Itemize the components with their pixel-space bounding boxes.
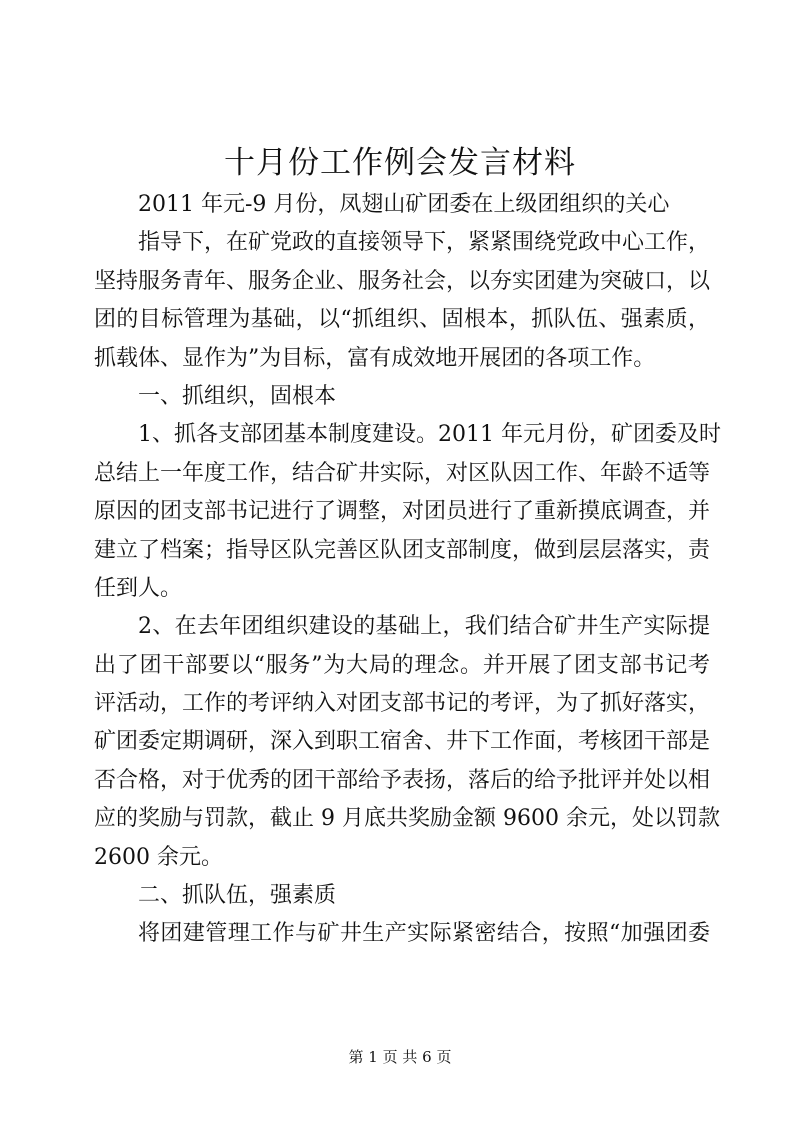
paragraph-line: 总结上一年度工作，结合矿井实际，对区队因工作、年龄不适等 [94,460,711,486]
paragraph-line: 任到人。 [94,575,183,601]
paragraph-line: 出了团干部要以“服务”为大局的理念。并开展了团支部书记考 [94,652,710,678]
paragraph-line: 指导下，在矿党政的直接领导下，紧紧围绕党政中心工作， [138,230,711,256]
section-heading: 一、抓组织，固根本 [138,383,337,409]
paragraph-line: 2011 年元-9 月份，凤翅山矿团委在上级团组织的关心 [138,192,670,217]
paragraph-line: 2600 余元。 [94,844,223,870]
document-title: 十月份工作例会发言材料 [224,145,576,181]
paragraph-line: 建立了档案；指导区队完善区队团支部制度，做到层层落实，责 [94,537,711,563]
paragraph-line: 2、在去年团组织建设的基础上，我们结合矿井生产实际提 [138,614,710,640]
paragraph-line: 1、抓各支部团基本制度建设。2011 年元月份，矿团委及时 [138,422,721,448]
paragraph-line: 否合格，对于优秀的团干部给予表扬，落后的给予批评并处以相 [94,767,711,793]
paragraph-line: 坚持服务青年、服务企业、服务社会，以夯实团建为突破口，以 [94,268,711,294]
paragraph-line: 矿团委定期调研，深入到职工宿舍、井下工作面，考核团干部是 [94,729,711,755]
section-heading: 二、抓队伍，强素质 [138,883,337,909]
paragraph-line: 应的奖励与罚款，截止 9 月底共奖励金额 9600 余元，处以罚款 [94,806,720,832]
page-footer: 第 1 页 共 6 页 [348,1048,452,1066]
paragraph-line: 原因的团支部书记进行了调整，对团员进行了重新摸底调查，并 [94,499,711,525]
paragraph-line: 团的目标管理为基础，以“抓组织、固根本，抓队伍、强素质， [94,307,710,333]
document-body [94,186,721,954]
paragraph-line: 评活动，工作的考评纳入对团支部书记的考评，为了抓好落实， [94,691,711,717]
paragraph-line: 抓载体、显作为”为目标，富有成效地开展团的各项工作。 [94,345,656,371]
paragraph-line: 将团建管理工作与矿井生产实际紧密结合，按照“加强团委 [138,921,710,947]
